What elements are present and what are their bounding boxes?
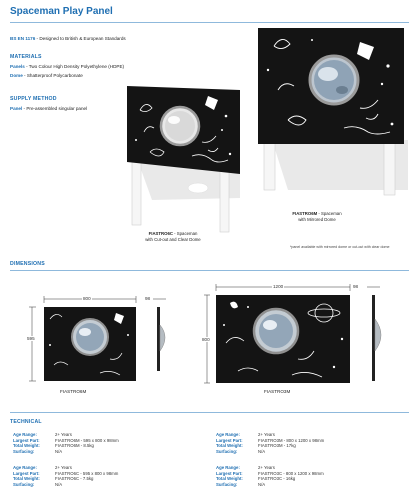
- dimensions-heading: DIMENSIONS: [10, 261, 45, 267]
- page-title: Spaceman Play Panel: [10, 6, 113, 17]
- tech-value: N/A: [55, 448, 63, 454]
- tech-value: 2+ Years: [55, 432, 72, 437]
- tech-row: [216, 482, 265, 488]
- tech-key: Largest Part:: [13, 437, 40, 443]
- caption-mirrored-rest: - Spaceman: [317, 211, 342, 216]
- tech-row: [13, 449, 62, 455]
- tech-key: Surfacing:: [13, 448, 35, 454]
- dim-small-width: 800: [83, 296, 91, 301]
- dim-large-height: 800: [202, 337, 210, 342]
- dimension-side-small: [150, 295, 172, 375]
- availability-note: *panel available with mirrored dome or cut-out with clear dome: [290, 245, 390, 249]
- tech-value: FIASTRO6C - 595 x 800 x 98mm: [55, 470, 119, 476]
- technical-divider: [10, 412, 409, 413]
- tech-value: FIASTRO3M - 800 x 1200 x 98mm: [258, 437, 325, 443]
- dimension-side-large: [364, 283, 386, 383]
- tech-key: Surfacing:: [216, 448, 238, 454]
- dim-small-label: FIASTRO6M: [60, 389, 87, 394]
- caption-mirrored-code: FIASTRO6M: [292, 211, 318, 216]
- materials-dome-text: - Shatterproof Polycarbonate: [22, 73, 83, 78]
- product-image-clear-dome: [122, 80, 247, 235]
- materials-panels-text: - Two Colour High Density Polyethylene (HDPE): [24, 64, 125, 69]
- tech-value: FIASTRO3M - 17kg: [258, 443, 296, 448]
- tech-key: Largest Part:: [216, 437, 243, 443]
- caption-mirrored-line2: with Mirrored Dome: [298, 216, 336, 222]
- tech-value: N/A: [258, 481, 266, 487]
- materials-panels-line: [10, 64, 124, 70]
- materials-dome-key: Dome: [10, 73, 23, 78]
- tech-row: [216, 449, 265, 455]
- tech-key: Age Range:: [216, 432, 240, 437]
- tech-key: Surfacing:: [13, 481, 35, 487]
- supply-text: - Pre-assembled singular panel: [22, 106, 88, 111]
- tech-key: Age Range:: [216, 465, 240, 470]
- caption-clear-code: FIASTRO6C: [148, 231, 173, 236]
- tech-key: Largest Part:: [216, 470, 243, 476]
- caption-mirrored-dome: [262, 211, 372, 222]
- dimension-drawing-large: [202, 283, 352, 389]
- supply-heading: SUPPLY METHOD: [10, 96, 57, 102]
- caption-clear-line2: with Cut-out and Clear Dome: [145, 236, 201, 242]
- materials-dome-line: [10, 73, 83, 79]
- tech-key: Total Weight:: [13, 443, 40, 448]
- dim-large-depth: 98: [353, 284, 359, 289]
- tech-value: FIASTRO3C - 16kg: [258, 476, 296, 481]
- tech-key: Largest Part:: [13, 470, 40, 476]
- standard-line: [10, 36, 126, 42]
- standard-code: BS EN 1176: [10, 36, 36, 41]
- tech-value: N/A: [258, 448, 266, 454]
- tech-value: 2+ Years: [258, 465, 275, 470]
- dim-large-label: FIASTRO3M: [264, 389, 291, 394]
- technical-heading: TECHNICAL: [10, 419, 42, 425]
- dimension-drawing-small: [20, 295, 140, 387]
- tech-value: N/A: [55, 481, 63, 487]
- tech-key: Age Range:: [13, 432, 37, 437]
- materials-panels-key: Panels: [10, 64, 25, 69]
- tech-key: Total Weight:: [13, 476, 40, 481]
- dimensions-divider: [10, 270, 409, 271]
- caption-clear-dome: [118, 231, 228, 242]
- tech-value: 2+ Years: [55, 465, 72, 470]
- tech-value: 2+ Years: [258, 432, 275, 437]
- tech-value: FIASTRO6M - 8.5kg: [55, 443, 94, 448]
- dim-small-height: 595: [27, 336, 35, 341]
- tech-key: Age Range:: [13, 465, 37, 470]
- tech-key: Total Weight:: [216, 443, 243, 448]
- materials-heading: MATERIALS: [10, 54, 42, 60]
- caption-clear-rest: - Spaceman: [172, 231, 198, 236]
- dim-small-depth: 98: [145, 296, 151, 301]
- standard-text: - Designed to British & European Standards: [35, 36, 126, 41]
- supply-line: [10, 106, 87, 112]
- tech-value: FIASTRO6M - 595 x 800 x 98mm: [55, 437, 119, 443]
- tech-value: FIASTRO3C - 800 x 1200 x 98mm: [258, 470, 324, 476]
- tech-key: Surfacing:: [216, 481, 238, 487]
- product-image-mirrored-dome: [252, 20, 412, 206]
- dim-large-width: 1200: [273, 284, 284, 289]
- tech-value: FIASTRO6C - 7.5kg: [55, 476, 94, 481]
- supply-key: Panel: [10, 106, 23, 111]
- tech-row: [13, 482, 62, 488]
- tech-key: Total Weight:: [216, 476, 243, 481]
